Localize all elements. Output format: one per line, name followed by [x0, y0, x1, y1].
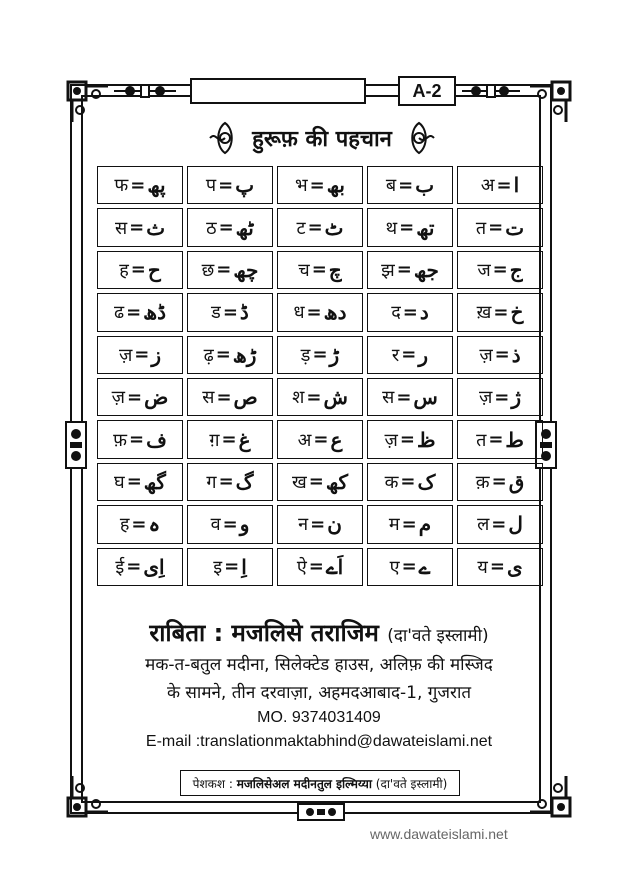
urdu-letter: ب	[415, 173, 435, 198]
equals-sign: =	[218, 217, 234, 239]
publisher-name: मजलिसेअल मदीनतुल इल्मिय्या	[236, 776, 372, 791]
hindi-letter: ढ़	[203, 344, 214, 366]
hindi-letter: ट	[296, 217, 306, 239]
letter-cell	[187, 336, 273, 374]
equals-sign: =	[308, 471, 324, 493]
equals-sign: =	[216, 259, 232, 281]
hindi-letter: स	[202, 387, 215, 409]
urdu-letter: ذ	[511, 342, 521, 367]
letter-cell	[367, 420, 453, 458]
equals-sign: =	[222, 513, 238, 535]
hindi-letter: ढ	[113, 302, 125, 324]
email-address[interactable]: E-mail :translationmaktabhind@dawateislami.net	[145, 733, 493, 750]
urdu-letter: ز	[151, 342, 162, 367]
top-ornament-icon	[110, 78, 180, 104]
urdu-letter: م	[418, 512, 432, 537]
letter-cell	[457, 336, 543, 374]
letter-cell	[187, 463, 273, 501]
equals-sign: =	[401, 556, 417, 578]
equals-sign: =	[306, 386, 322, 408]
hindi-letter: ज़	[479, 344, 493, 366]
letter-cell	[367, 208, 453, 246]
letter-cell	[97, 505, 183, 543]
letter-cell	[97, 548, 183, 586]
hindi-letter: स	[382, 387, 395, 409]
hindi-letter: ड़	[300, 344, 311, 366]
hindi-letter: क	[384, 471, 399, 493]
title-row	[192, 118, 452, 158]
hindi-letter: र	[391, 344, 400, 366]
letter-cell	[97, 251, 183, 289]
letter-cell	[277, 293, 363, 331]
hindi-letter: ग़	[209, 429, 220, 451]
publisher-box	[180, 770, 460, 796]
hindi-letter: ज़	[118, 344, 133, 366]
publisher-sub: (दा'वते इस्लामी)	[375, 776, 448, 791]
urdu-letter: اَے	[325, 554, 344, 579]
letter-cell	[457, 505, 543, 543]
letter-cell	[457, 420, 543, 458]
equals-sign: =	[215, 344, 231, 366]
mobile-number: MO. 9374031409	[257, 709, 381, 726]
equals-sign: =	[488, 217, 504, 239]
title-ornament-left-icon	[208, 121, 242, 155]
letter-cell	[277, 336, 363, 374]
urdu-letter: پ	[235, 173, 255, 198]
hindi-letter: ड	[211, 302, 221, 324]
urdu-letter: ڑ	[329, 342, 340, 367]
letter-cell	[277, 208, 363, 246]
hindi-letter: ई	[115, 556, 125, 578]
hindi-letter: द	[391, 302, 401, 324]
equals-sign: =	[488, 429, 504, 451]
urdu-letter: ڑھ	[232, 342, 257, 367]
urdu-letter: ص	[233, 385, 258, 410]
hindi-letter: भ	[295, 175, 308, 197]
letter-cell	[187, 505, 273, 543]
urdu-letter: اِی	[143, 554, 165, 579]
letter-cell	[367, 293, 453, 331]
equals-sign: =	[126, 471, 142, 493]
urdu-letter: ڈ	[239, 300, 249, 325]
urdu-letter: ح	[147, 257, 161, 282]
hindi-letter: ल	[477, 514, 490, 536]
equals-sign: =	[396, 259, 412, 281]
hindi-letter: ज़	[478, 387, 493, 409]
letter-grid	[97, 166, 543, 586]
urdu-letter: د	[419, 300, 429, 325]
equals-sign: =	[489, 556, 505, 578]
equals-sign: =	[311, 259, 327, 281]
letter-cell	[277, 378, 363, 416]
urdu-letter: ظ	[416, 427, 436, 452]
equals-sign: =	[308, 556, 324, 578]
hindi-letter: ख़	[476, 302, 492, 324]
header-blank-box	[190, 78, 366, 104]
urdu-letter: ل	[508, 512, 523, 537]
equals-sign: =	[310, 513, 326, 535]
urdu-letter: کھ	[325, 469, 348, 494]
urdu-letter: ت	[505, 215, 525, 240]
hindi-letter: म	[388, 514, 400, 536]
contact-heading	[0, 616, 638, 649]
equals-sign: =	[218, 174, 234, 196]
equals-sign: =	[221, 429, 237, 451]
urdu-letter: ط	[505, 427, 524, 452]
corner-ornament-icon	[526, 772, 572, 818]
hindi-letter: त	[475, 217, 487, 239]
letter-cell	[367, 336, 453, 374]
hindi-letter: ब	[385, 175, 397, 197]
letter-cell	[187, 378, 273, 416]
hindi-letter: च	[298, 259, 310, 281]
equals-sign: =	[492, 259, 508, 281]
corner-ornament-icon	[526, 80, 572, 126]
urdu-letter: خ	[510, 300, 524, 325]
equals-sign: =	[399, 429, 415, 451]
hindi-letter: इ	[213, 556, 223, 578]
letter-cell	[457, 378, 543, 416]
letter-cell	[367, 251, 453, 289]
equals-sign: =	[306, 301, 322, 323]
hindi-letter: ख	[292, 471, 307, 493]
letter-cell	[187, 208, 273, 246]
letter-cell	[187, 293, 273, 331]
equals-sign: =	[224, 556, 240, 578]
address-line-2: के सामने, तीन दरवाज़ा, अहमदआबाद-1, गुजरात	[166, 683, 472, 703]
equals-sign: =	[309, 174, 325, 196]
hindi-letter: झ	[381, 259, 395, 281]
equals-sign: =	[494, 386, 510, 408]
urdu-letter: غ	[238, 427, 251, 452]
side-ornament-icon	[296, 800, 346, 824]
equals-sign: =	[127, 386, 143, 408]
urdu-letter: ن	[327, 512, 342, 537]
letter-cell	[97, 166, 183, 204]
urdu-letter: دھ	[323, 300, 347, 325]
urdu-letter: چ	[328, 257, 342, 282]
urdu-letter: ی	[506, 554, 523, 579]
address-line-1: मक-त-बतुल मदीना, सिलेक्टेड हाउस, अलिफ़ की मस्जिद	[145, 655, 493, 675]
urdu-letter: ڈھ	[143, 300, 167, 325]
equals-sign: =	[402, 301, 418, 323]
hindi-letter: व	[210, 514, 221, 536]
letter-cell	[97, 293, 183, 331]
urdu-letter: بھ	[326, 173, 345, 198]
equals-sign: =	[307, 217, 323, 239]
top-ornament-icon	[458, 78, 524, 104]
equals-sign: =	[130, 259, 146, 281]
hindi-letter: श	[292, 387, 305, 409]
equals-sign: =	[494, 344, 510, 366]
urdu-letter: ہ	[148, 512, 161, 537]
hindi-letter: स	[114, 217, 128, 239]
hindi-letter: फ	[114, 175, 129, 197]
letter-cell	[277, 463, 363, 501]
website-link[interactable]: www.dawateislami.net	[370, 826, 508, 842]
urdu-letter: ض	[144, 385, 169, 410]
hindi-letter: प	[205, 175, 217, 197]
equals-sign: =	[398, 174, 414, 196]
urdu-letter: ٹ	[324, 215, 344, 240]
hindi-letter: घ	[114, 471, 125, 493]
contact-title-sub: (दा'वते इस्लामी)	[387, 626, 489, 646]
urdu-letter: ا	[513, 173, 520, 198]
page-title: हुरूफ़ की पहचान	[252, 127, 392, 152]
equals-sign: =	[216, 386, 232, 408]
hindi-letter: छ	[201, 259, 215, 281]
urdu-letter: ٹھ	[235, 215, 254, 240]
hindi-letter: ऐ	[296, 556, 307, 578]
letter-cell	[187, 251, 273, 289]
equals-sign: =	[313, 429, 329, 451]
letter-cell	[457, 208, 543, 246]
letter-cell	[97, 208, 183, 246]
equals-sign: =	[129, 217, 145, 239]
title-ornament-right-icon	[402, 121, 436, 155]
hindi-letter: न	[298, 514, 309, 536]
urdu-letter: ث	[146, 215, 166, 240]
equals-sign: =	[399, 217, 415, 239]
equals-sign: =	[131, 513, 147, 535]
equals-sign: =	[491, 513, 507, 535]
letter-cell	[457, 548, 543, 586]
letter-cell	[277, 420, 363, 458]
urdu-letter: ے	[418, 554, 431, 579]
hindi-letter: य	[477, 556, 488, 578]
equals-sign: =	[401, 513, 417, 535]
hindi-letter: ज़	[111, 387, 126, 409]
hindi-letter: क़	[475, 471, 490, 493]
letter-cell	[97, 378, 183, 416]
hindi-letter: थ	[385, 217, 398, 239]
letter-cell	[97, 463, 183, 501]
hindi-letter: ह	[119, 514, 130, 536]
equals-sign: =	[312, 344, 328, 366]
letter-cell	[277, 251, 363, 289]
hindi-letter: फ़	[113, 429, 128, 451]
letter-cell	[457, 463, 543, 501]
equals-sign: =	[400, 471, 416, 493]
letter-cell	[187, 166, 273, 204]
equals-sign: =	[401, 344, 417, 366]
equals-sign: =	[222, 301, 238, 323]
urdu-letter: ژ	[511, 385, 522, 410]
urdu-letter: تھ	[416, 215, 435, 240]
letter-cell	[457, 251, 543, 289]
equals-sign: =	[496, 174, 512, 196]
equals-sign: =	[218, 471, 234, 493]
letter-cell	[277, 166, 363, 204]
letter-cell	[367, 505, 453, 543]
side-ornament-icon	[62, 420, 90, 470]
letter-cell	[367, 378, 453, 416]
hindi-letter: ए	[389, 556, 400, 578]
page-code: A-2	[398, 76, 456, 106]
urdu-letter: ف	[146, 427, 167, 452]
urdu-letter: پھ	[147, 173, 166, 198]
urdu-letter: س	[413, 385, 438, 410]
urdu-letter: ر	[418, 342, 429, 367]
hindi-letter: त	[476, 429, 487, 451]
urdu-letter: ق	[508, 469, 525, 494]
urdu-letter: ج	[509, 257, 523, 282]
equals-sign: =	[134, 344, 150, 366]
corner-ornament-icon	[66, 772, 112, 818]
letter-cell	[187, 548, 273, 586]
letter-cell	[367, 166, 453, 204]
urdu-letter: گھ	[143, 469, 166, 494]
equals-sign: =	[396, 386, 412, 408]
corner-ornament-icon	[66, 80, 112, 126]
urdu-letter: ک	[417, 469, 436, 494]
hindi-letter: ध	[293, 302, 305, 324]
equals-sign: =	[126, 556, 142, 578]
hindi-letter: ठ	[206, 217, 217, 239]
contact-title: राबिता : मजलिसे तराजिम	[149, 619, 379, 647]
urdu-letter: اِ	[241, 554, 247, 579]
equals-sign: =	[126, 301, 142, 323]
hindi-letter: ज़	[384, 429, 398, 451]
letter-cell	[277, 505, 363, 543]
publisher-label: पेशकश :	[192, 776, 233, 791]
letter-cell	[97, 420, 183, 458]
equals-sign: =	[130, 174, 146, 196]
letter-cell	[457, 166, 543, 204]
hindi-letter: ग	[206, 471, 217, 493]
urdu-letter: چھ	[233, 257, 259, 282]
urdu-letter: ش	[323, 385, 348, 410]
hindi-letter: ह	[119, 259, 129, 281]
urdu-letter: گ	[235, 469, 254, 494]
equals-sign: =	[493, 301, 509, 323]
equals-sign: =	[129, 429, 145, 451]
letter-cell	[367, 548, 453, 586]
equals-sign: =	[491, 471, 507, 493]
hindi-letter: अ	[297, 429, 312, 451]
letter-cell	[367, 463, 453, 501]
hindi-letter: अ	[480, 175, 495, 197]
letter-cell	[277, 548, 363, 586]
letter-cell	[187, 420, 273, 458]
letter-cell	[97, 336, 183, 374]
letter-cell	[457, 293, 543, 331]
hindi-letter: ज	[477, 259, 491, 281]
urdu-letter: جھ	[413, 257, 439, 282]
urdu-letter: ع	[330, 427, 343, 452]
urdu-letter: و	[239, 512, 250, 537]
